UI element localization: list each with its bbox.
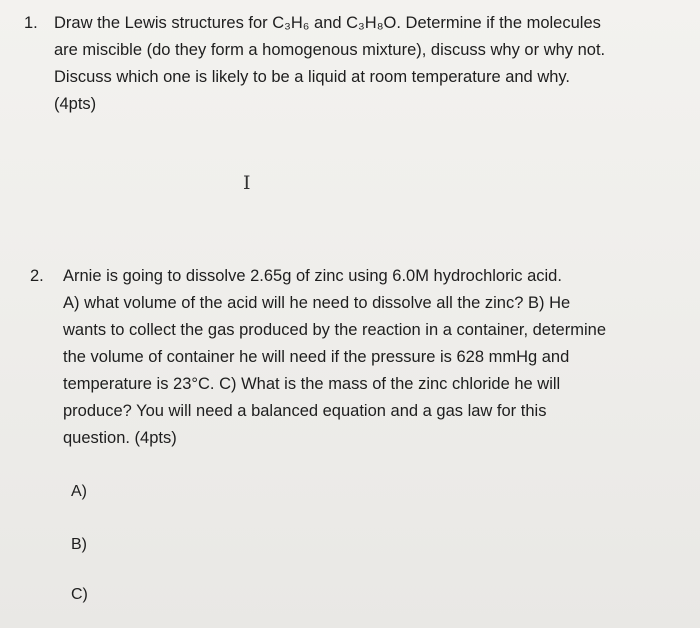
question-1-line: Discuss which one is likely to be a liquid at room temperature and why. (54, 68, 571, 86)
question-2-line: the volume of container he will need if the pressure is 628 mmHg and (63, 348, 570, 366)
question-2-line: A) what volume of the acid will he need to dissolve all the zinc? B) He (63, 294, 571, 312)
question-2-line: question. (4pts) (63, 429, 177, 447)
question-1-number: 1. (24, 14, 38, 32)
question-1-line: Draw the Lewis structures for C₃H₆ and C₃H₈O. Determine if the molecules (54, 14, 601, 32)
question-2-line: Arnie is going to dissolve 2.65g of zinc using 6.0M hydrochloric acid. (63, 267, 562, 285)
question-1-text (54, 10, 605, 118)
question-2-line: temperature is 23°C. C) What is the mass of the zinc chloride he will (63, 375, 561, 393)
question-1-line: (4pts) (54, 95, 97, 113)
question-1-line: are miscible (do they form a homogenous mixture), discuss why or why not. (54, 41, 606, 59)
answer-part-a-label: A) (71, 483, 87, 500)
question-2-text (63, 263, 606, 452)
question-2-line: produce? You will need a balanced equation and a gas law for this (63, 402, 547, 420)
question-2-number: 2. (30, 267, 44, 285)
question-2-line: wants to collect the gas produced by the reaction in a container, determine (63, 321, 606, 339)
answer-part-b-label: B) (71, 536, 87, 553)
answer-part-c-label: C) (71, 586, 88, 603)
text-cursor-icon: I (243, 172, 251, 194)
